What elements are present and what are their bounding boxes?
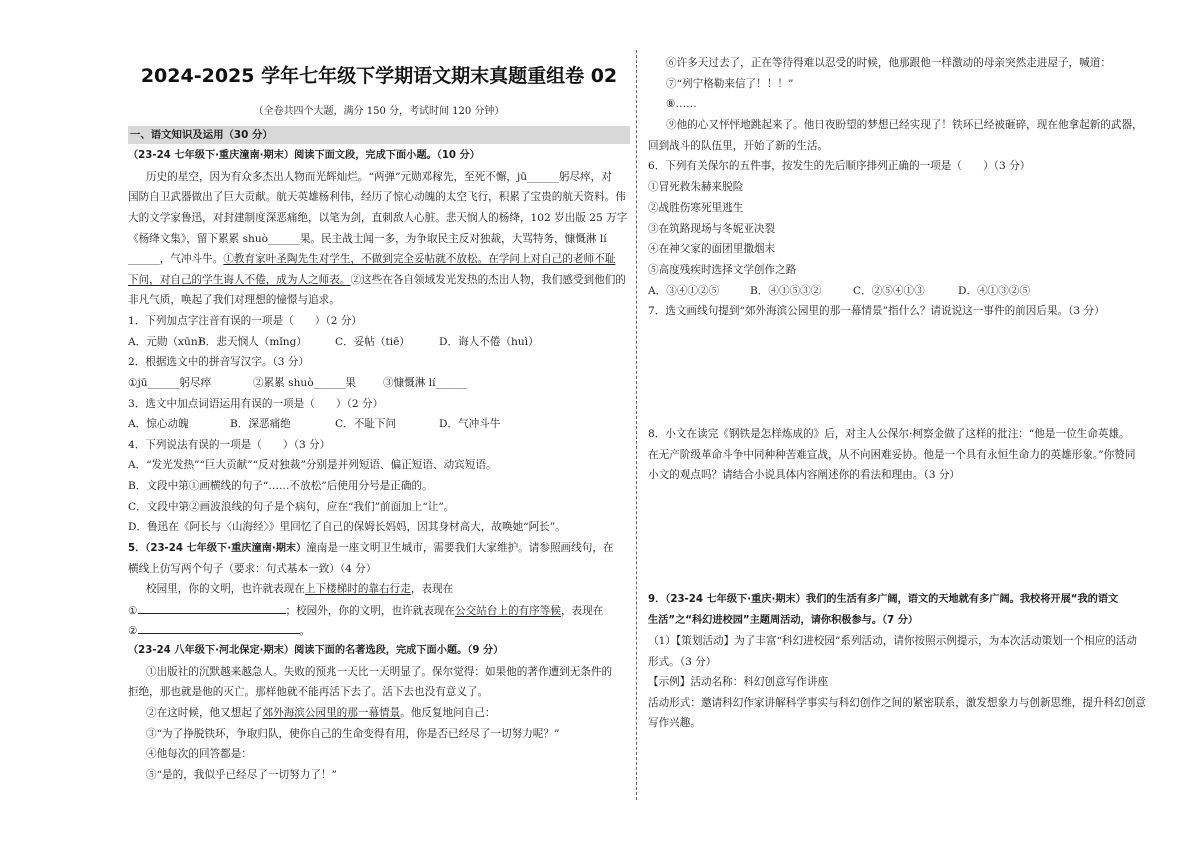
option-c: C．妥帖（tiē） [335, 335, 410, 348]
question-5-source: 5．（23-24 七年级下·重庆潼南·期末） [128, 542, 307, 554]
answer-number: ② [128, 625, 138, 638]
question-1-stem: 1．下列加点字注音有误的一项是（ ）（2 分） [128, 315, 363, 327]
option-a: A．“发光发热”“巨大贡献”“反对独裁”分别是并列短语、偏正短语、动宾短语。 [128, 459, 497, 472]
passage-line: 非凡气质，唤起了我们对理想的憧憬与追求。 [128, 294, 340, 307]
passage-line: 历史的星空，因为有众多杰出人物而光辉灿烂。“两弹”元勋邓稼先，至死不懈，jū______躬尽瘁，对 [146, 170, 612, 183]
novel-text: ②在这时候，他又想起了 [146, 706, 263, 719]
question-9-form: 活动形式：邀请科幻作家讲解科学事实与科幻创作之间的紧密联系，激发想象力与创新思维，提升科幻创意 [648, 696, 1146, 709]
question-8-line: 在无产阶级革命斗争中同种种苦难宣战，从不向困难妥协。他是一个具有永恒生命力的英雄形象。”你赞同 [648, 448, 1136, 461]
option-d: D．④①③②⑤ [958, 284, 1031, 297]
question-6-options [648, 281, 1148, 302]
option-b: B．深恶痛绝 [230, 418, 291, 431]
question-6-stem: 6．下列有关保尔的五件事，按发生的先后顺序排列正确的一项是（ ）（3 分） [648, 160, 1031, 173]
option-c: C．文段中第②画波浪线的句子是个病句，应在“我们”前面加上“让”。 [128, 500, 455, 513]
option-a: A．元勋（xūn） [128, 335, 209, 348]
novel-text: 。他反复地问自己： [400, 706, 496, 719]
underlined-example: 公交站台上的有序等候 [455, 604, 561, 617]
passage-line [128, 270, 632, 291]
example-text: 。 [299, 625, 311, 638]
option-a: A．③④①②⑤ [648, 284, 720, 297]
novel-line: ⑥许多天过去了，正在等待得难以忍受的时候，他那跟他一样激动的母亲突然走进屋子，喊道： [666, 57, 1111, 69]
example-text: 校园里，你的文明，也许就表现在 [146, 583, 305, 596]
underlined-novel-phrase: 郊外海滨公园里的那一幕情景 [262, 706, 401, 719]
question-9-example: 【示例】活动名称：科幻创意写作讲座 [648, 676, 829, 688]
answer-number: ① [128, 604, 138, 617]
event-item: ⑤高度残疾时选择文学创作之路 [648, 263, 797, 276]
option-b: B．④①⑤③② [750, 284, 822, 297]
novel-line: ④他每次的回答都是： [146, 748, 252, 761]
question-5-example [128, 579, 632, 600]
right-column [648, 53, 1148, 322]
novel-line: ⑦“列宁格勒来信了！！！” [666, 77, 794, 90]
passage-line: 国防自卫武器做出了巨大贡献。航天英雄杨利伟，经历了惊心动魄的太空飞行，积累了宝贵的航天资料。伟 [128, 191, 626, 204]
left-column [128, 146, 632, 785]
question-5-stem: 横线上仿写两个句子（要求：句式基本一致）（4 分） [128, 562, 377, 575]
exam-title: 2024-2025 学年七年级下学期语文期末真题重组卷 02 [140, 65, 618, 87]
passage-line [128, 249, 632, 270]
question-9 [648, 590, 1148, 734]
question-7-stem: 7．选文画线句提到“郊外海滨公园里的那一幕情景”指什么？请说说这一事件的前因后果。（3 分） [648, 305, 1105, 318]
option-b: B．悲天悯人（mǐng） [198, 335, 307, 348]
question-9-sub1: （1）【策划活动】为了丰富“科幻进校园”系列活动，请你按照示例提示，为本次活动策划一个相应的活动 [648, 635, 1137, 647]
question-9-stem: 9．（23-24 七年级下·重庆·期末）我们的生活有多广阔，语文的天地就有多广阔。我校将开展“我的语文 [648, 594, 1119, 605]
item-2: ②累累 shuò______果 [253, 376, 356, 389]
event-item: ④在神父家的面团里撒烟末 [648, 243, 776, 256]
answer-line-1 [128, 600, 632, 621]
event-item: ①冒死救朱赫来脱险 [648, 181, 744, 194]
passage-line: 大的文学家鲁迅，对封建制度深恶痛绝，以笔为剑，直刺敌人心脏。悲天悯人的杨绛，102 岁出版 25 万字 [128, 211, 628, 224]
option-d: D．诲人不倦（huì） [439, 335, 539, 348]
question-2-stem: 2．根据选文中的拼音写汉字。（3 分） [128, 356, 310, 369]
section-header: 一、语文知识及运用（30 分） [128, 126, 630, 144]
underlined-sentence-1: ①教育家叶圣陶先生对学生，不做到完全妥帖就不放松。在学问上对自己的老师不耻 [223, 253, 616, 266]
novel-line: ①出版社的沉默越来越急人。失败的预兆一天比一天明显了。保尔觉得：如果他的著作遭到无条件的 [146, 665, 613, 678]
answer-blank [138, 620, 300, 634]
option-c: C．不耻下问 [335, 418, 397, 431]
passage-text: ______，气冲斗牛。 [128, 253, 224, 266]
novel-line: ⑤“是的，我似乎已经尽了一切努力了！” [146, 768, 337, 781]
option-d: D．鲁迅在《阿长与〈山海经〉》里回忆了自己的保姆长妈妈，因其身材高大，故唤她“阿长”。 [128, 521, 566, 534]
example-text: ，表现在 [560, 604, 604, 617]
item-1: ①jū______躬尽瘁 [128, 376, 212, 389]
novel-line: ③“为了挣脱铁环，争取归队，使你自己的生命变得有用，你是否已经尽了一切努力呢？” [146, 727, 560, 740]
passage-line: 《杨绛文集》，留下累累 shuò______果。民主战士闻一多，为争取民主反对独裁，大骂特务，慷慨淋 lí [128, 232, 607, 245]
question-4-stem: 4．下列说法有误的一项是（ ）（3 分） [128, 438, 331, 451]
question-9-sub1: 形式。（3 分） [648, 655, 717, 668]
passage-text: ②这些在各自领域发光发热的杰出人物，我们感受到他们的 [350, 273, 626, 286]
option-b: B．文段中第①画横线的句子“……不放松”后使用分号是正确的。 [128, 480, 433, 492]
question-8-line: 8．小文在读完《钢铁是怎样炼成的》后，对主人公保尔·柯察金做了这样的批注：“他是一位生命英雄。 [648, 428, 1130, 440]
answer-line-2 [128, 620, 632, 641]
novel-line: ⑧…… [666, 98, 697, 111]
answer-blank [138, 600, 286, 614]
option-a: A．惊心动魄 [128, 418, 189, 431]
passage-intro: （23-24 七年级下·重庆潼南·期末）阅读下面文段，完成下面小题。（10 分） [128, 150, 480, 161]
option-d: D．气冲斗牛 [439, 418, 501, 431]
example-text: ，表现在 [410, 583, 454, 596]
question-5-stem [128, 538, 632, 559]
novel-intro: （23-24 八年级下·河北保定·期末）阅读下面的名著选段，完成下面小题。（9 分） [128, 645, 504, 656]
question-1-options [128, 332, 632, 353]
question-9-form: 写作兴趣。 [648, 717, 701, 729]
event-item: ③在筑路现场与冬妮亚决裂 [648, 222, 776, 235]
question-9-stem: 生活”之“科幻进校园”主题周活动，请你积极参与。（7 分） [648, 614, 919, 626]
novel-line: ⑨他的心又怦怦地跳起来了。他日夜盼望的梦想已经实现了！铁环已经被砸碎，现在他拿起新的武器， [666, 119, 1143, 132]
option-c: C．②⑤④①③ [853, 284, 925, 297]
underlined-sentence-1: 下问，对自己的学生诲人不倦，成为人之师表。 [128, 273, 351, 286]
example-text: ；校园外，你的文明，也许就表现在 [285, 604, 455, 617]
question-3-stem: 3．选文中加点词语运用有误的一项是（ ）（2 分） [128, 397, 384, 410]
underlined-example: 上下楼梯时的靠右行走 [304, 583, 411, 596]
exam-subtitle: （全卷共四个大题，满分 150 分，考试时间 120 分钟） [253, 106, 505, 117]
question-3-options [128, 414, 632, 435]
question-8 [648, 424, 1148, 486]
column-divider [636, 50, 637, 800]
novel-line: 拒绝，那也就是他的灭亡。那样他就不能再活下去了。活下去也没有意义了。 [128, 686, 489, 699]
item-3: ③慷慨淋 lí______ [383, 376, 468, 389]
novel-line: 回到战斗的队伍里，开始了新的生活。 [648, 139, 829, 152]
event-item: ②战胜伤寒死里逃生 [648, 201, 744, 214]
question-5-text: 潼南是一座文明卫生城市，需要我们大家维护。请参照画线句，在 [306, 541, 614, 554]
novel-line [128, 703, 632, 724]
question-2-items [128, 373, 632, 394]
question-8-line: 小文的观点吗？请结合小说具体内容阐述你的看法和理由。（3 分） [648, 469, 961, 482]
